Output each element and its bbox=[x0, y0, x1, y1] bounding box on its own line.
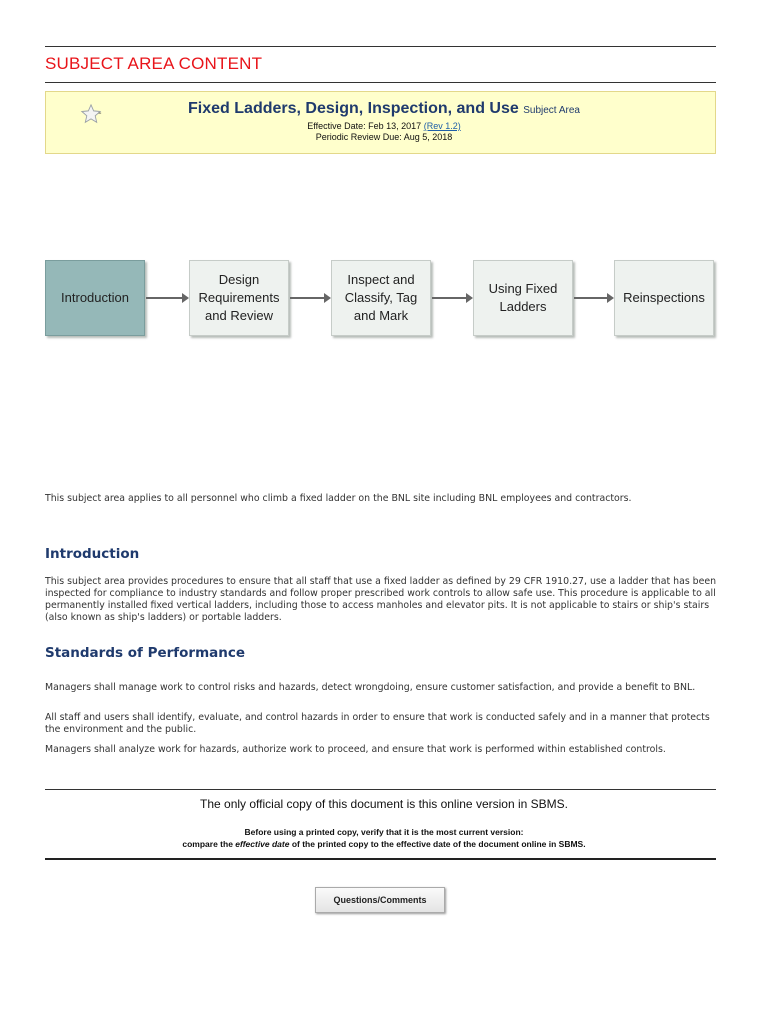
header-rule bbox=[45, 82, 716, 83]
star-dash: - bbox=[98, 108, 102, 119]
flow-step-label: Design Requirements and Review bbox=[198, 272, 280, 323]
flow-arrow bbox=[574, 297, 608, 299]
flow-step-design-requirements[interactable] bbox=[189, 260, 289, 336]
document-title-suffix: Subject Area bbox=[523, 105, 580, 116]
verify-line-2-pre: compare the bbox=[182, 839, 236, 849]
verify-line-2-emphasis: effective date bbox=[235, 839, 290, 849]
revision-link[interactable]: (Rev 1.2) bbox=[423, 121, 461, 131]
flow-arrow bbox=[290, 297, 325, 299]
verify-line-2 bbox=[0, 839, 768, 849]
flow-step-label: Using Fixed Ladders bbox=[488, 281, 558, 314]
periodic-review-due: Periodic Review Due: Aug 5, 2018 bbox=[315, 132, 453, 142]
standard-item: Managers shall analyze work for hazards, authorize work to proceed, and ensure that work is performed within established controls. bbox=[45, 744, 666, 755]
introduction-heading: Introduction bbox=[45, 546, 140, 562]
flow-step-using-fixed-ladders[interactable] bbox=[473, 260, 573, 336]
footer-bottom-rule bbox=[45, 858, 716, 860]
effective-date: Effective Date: Feb 13, 2017 bbox=[307, 121, 422, 131]
official-copy-notice: The only official copy of this document is this online version in SBMS. bbox=[200, 797, 568, 811]
verify-line-2-post: of the printed copy to the effective date of the document online in SBMS. bbox=[289, 839, 586, 849]
flow-step-label: Inspect and Classify, Tag and Mark bbox=[344, 272, 418, 323]
flow-arrow bbox=[432, 297, 467, 299]
standard-item: All staff and users shall identify, evaluate, and control hazards in order to ensure that work is conducted safely and in a manner that protects the environment and the public. bbox=[45, 712, 710, 735]
flow-step-inspect-classify[interactable] bbox=[331, 260, 431, 336]
top-rule bbox=[45, 46, 716, 47]
introduction-text: This subject area provides procedures to ensure that all staff that use a fixed ladder as defined by 29 CFR 1910.27, use a ladder that has been inspected for compliance to industry standards and follow proper prescribed work controls to allow safe use. This procedure is applicable to all permanently installed fixed vertical ladders, including those to access manholes and elevator pits. It is not applicable to stairs or ship's stairs (also known as ship's ladders) or portable ladders. bbox=[45, 576, 717, 623]
verify-line-1: Before using a printed copy, verify that it is the most current version: bbox=[244, 827, 524, 837]
flow-step-reinspections[interactable] bbox=[614, 260, 714, 336]
standard-item: Managers shall manage work to control risks and hazards, detect wrongdoing, ensure customer satisfaction, and provide a benefit to BNL. bbox=[45, 682, 696, 693]
effective-date-line bbox=[0, 121, 768, 131]
scope-statement: This subject area applies to all personnel who climb a fixed ladder on the BNL site including BNL employees and contractors. bbox=[45, 493, 632, 504]
banner-title bbox=[0, 100, 768, 118]
document-title: Fixed Ladders, Design, Inspection, and Use bbox=[188, 100, 519, 117]
footer-top-rule bbox=[45, 789, 716, 790]
flow-step-label: Introduction bbox=[61, 290, 129, 305]
subject-area-heading: SUBJECT AREA CONTENT bbox=[45, 54, 263, 73]
questions-comments-button[interactable]: Questions/Comments bbox=[315, 887, 445, 913]
flow-step-label: Reinspections bbox=[623, 290, 705, 305]
flow-step-introduction[interactable] bbox=[45, 260, 145, 336]
standards-heading: Standards of Performance bbox=[45, 645, 246, 661]
flow-arrow bbox=[146, 297, 183, 299]
